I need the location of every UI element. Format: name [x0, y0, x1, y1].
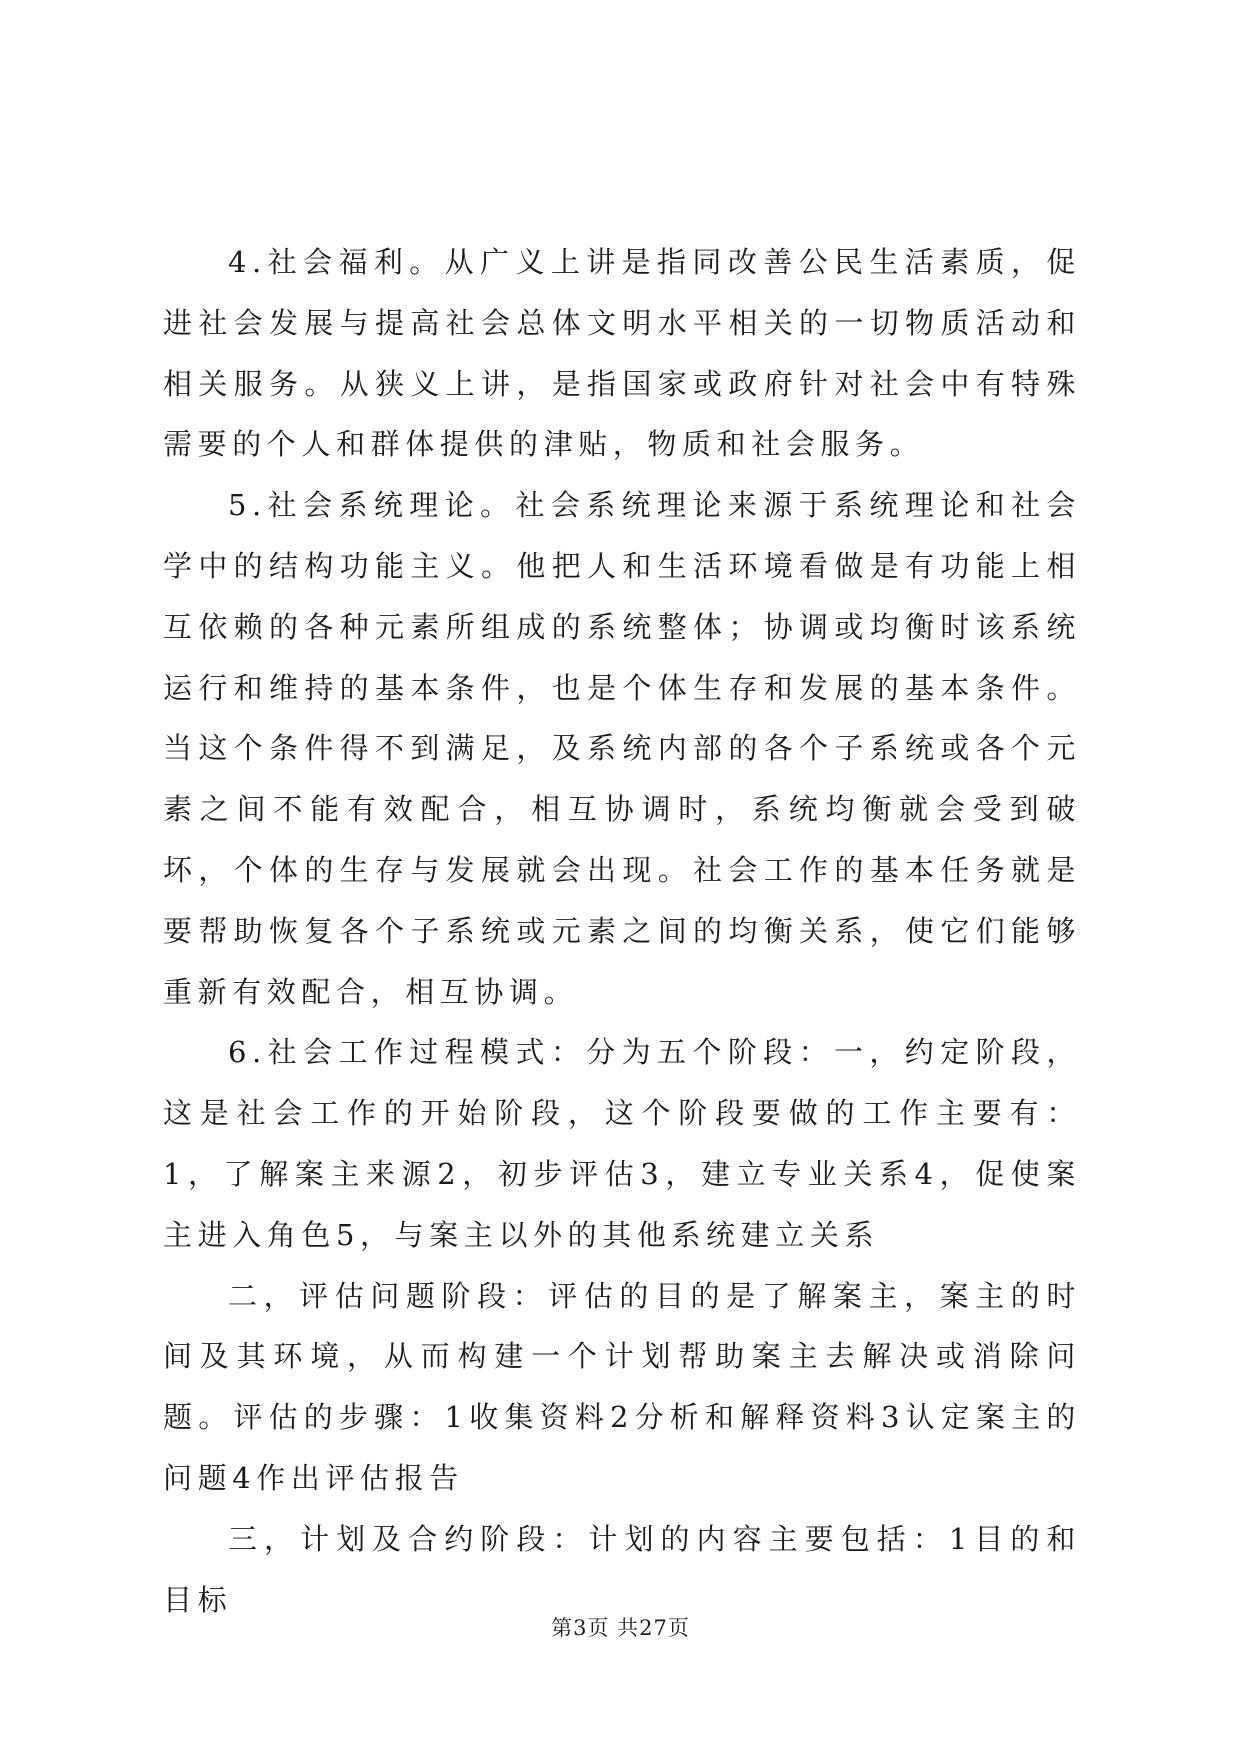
paragraph-social-welfare: 4.社会福利。从广义上讲是指同改善公民生活素质，促进社会发展与提高社会总体文明水平相关的一切物质活动和相关服务。从狭义上讲，是指国家或政府针对社会中有特殊需要的个人和群体提供的津贴，物质和社会服务。 — [163, 245, 1081, 462]
document-body — [163, 232, 1081, 1630]
paragraph-planning-stage: 三，计划及合约阶段：计划的内容主要包括：1目的和目标 — [163, 1521, 1081, 1617]
page-number-footer: 第3页 共27页 — [551, 1616, 690, 1640]
paragraph-process-model: 6.社会工作过程模式：分为五个阶段：一，约定阶段，这是社会工作的开始阶段，这个阶段要做的工作主要有：1，了解案主来源2，初步评估3，建立专业关系4，促使案主进入角色5，与案主以外的其他系统建立关系 — [163, 1035, 1081, 1252]
paragraph-social-system-theory: 5.社会系统理论。社会系统理论来源于系统理论和社会学中的结构功能主义。他把人和生活环境看做是有功能上相互依赖的各种元素所组成的系统整体；协调或均衡时该系统运行和维持的基本条件，也是个体生存和发展的基本条件。当这个条件得不到满足，及系统内部的各个子系统或各个元素之间不能有效配合，相互协调时，系统均衡就会受到破坏，个体的生存与发展就会出现。社会工作的基本任务就是要帮助恢复各个子系统或元素之间的均衡关系，使它们能够重新有效配合，相互协调。 — [163, 488, 1081, 1009]
paragraph-assessment-stage: 二，评估问题阶段：评估的目的是了解案主，案主的时间及其环境，从而构建一个计划帮助案主去解决或消除问题。评估的步骤：1收集资料2分析和解释资料3认定案主的问题4作出评估报告 — [163, 1278, 1081, 1495]
